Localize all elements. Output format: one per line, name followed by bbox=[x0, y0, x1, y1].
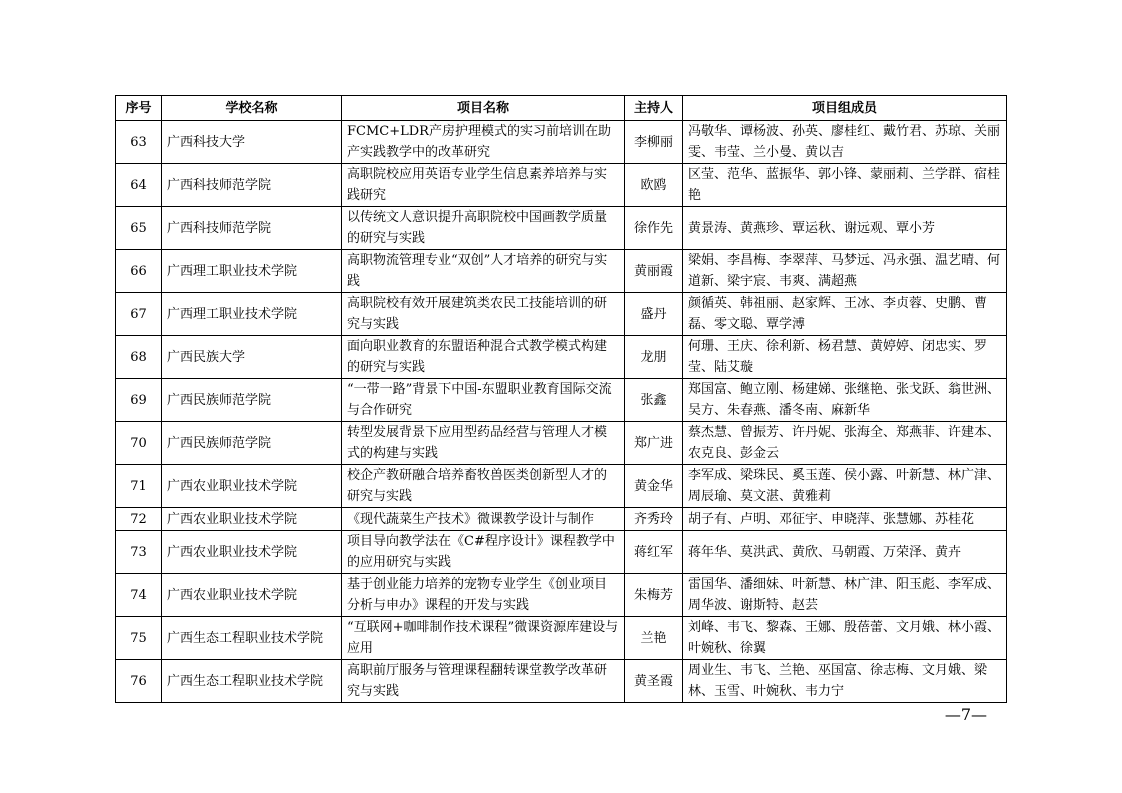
cell-no: 74 bbox=[116, 574, 162, 617]
table-row bbox=[116, 617, 1007, 660]
header-members: 项目组成员 bbox=[683, 96, 1007, 121]
cell-project: 高职物流管理专业“双创”人才培养的研究与实践 bbox=[342, 250, 625, 293]
cell-school: 广西农业职业技术学院 bbox=[162, 508, 342, 531]
cell-project: 高职院校有效开展建筑类农民工技能培训的研究与实践 bbox=[342, 293, 625, 336]
cell-members: 区莹、范华、蓝振华、郭小锋、蒙丽莉、兰学群、宿桂艳 bbox=[683, 164, 1007, 207]
cell-project: 以传统文人意识提升高职院校中国画教学质量的研究与实践 bbox=[342, 207, 625, 250]
cell-members: 蒋年华、莫洪武、黄欣、马朝霞、万荣泽、黄卉 bbox=[683, 531, 1007, 574]
cell-members: 胡子有、卢明、邓征宇、申晓萍、张慧娜、苏桂花 bbox=[683, 508, 1007, 531]
cell-project: “互联网+咖啡制作技术课程”微课资源库建设与应用 bbox=[342, 617, 625, 660]
cell-host: 徐作先 bbox=[625, 207, 683, 250]
cell-members: 雷国华、潘细妹、叶新慧、林广津、阳玉彪、李军成、周华波、谢斯特、赵芸 bbox=[683, 574, 1007, 617]
cell-school: 广西农业职业技术学院 bbox=[162, 531, 342, 574]
cell-host: 黄圣霞 bbox=[625, 660, 683, 703]
table-row bbox=[116, 465, 1007, 508]
cell-project: 校企产教研融合培养畜牧兽医类创新型人才的研究与实践 bbox=[342, 465, 625, 508]
cell-host: 郑广进 bbox=[625, 422, 683, 465]
cell-host: 张鑫 bbox=[625, 379, 683, 422]
cell-school: 广西民族师范学院 bbox=[162, 422, 342, 465]
cell-members: 冯敬华、谭杨波、孙英、廖桂红、戴竹君、苏琼、关丽雯、韦莹、兰小曼、黄以吉 bbox=[683, 121, 1007, 164]
table-row bbox=[116, 336, 1007, 379]
cell-members: 刘峰、韦飞、黎森、王娜、殷蓓蕾、文月娥、林小霞、叶婉秋、徐翼 bbox=[683, 617, 1007, 660]
cell-no: 69 bbox=[116, 379, 162, 422]
cell-host: 朱梅芳 bbox=[625, 574, 683, 617]
cell-host: 龙朋 bbox=[625, 336, 683, 379]
table-row bbox=[116, 207, 1007, 250]
table-row bbox=[116, 293, 1007, 336]
cell-no: 63 bbox=[116, 121, 162, 164]
table-header bbox=[116, 96, 1007, 121]
cell-no: 66 bbox=[116, 250, 162, 293]
cell-members: 黄景涛、黄燕珍、覃运秋、谢远观、覃小芳 bbox=[683, 207, 1007, 250]
cell-school: 广西理工职业技术学院 bbox=[162, 250, 342, 293]
cell-no: 73 bbox=[116, 531, 162, 574]
cell-no: 76 bbox=[116, 660, 162, 703]
cell-project: 高职院校应用英语专业学生信息素养培养与实践研究 bbox=[342, 164, 625, 207]
cell-project: 基于创业能力培养的宠物专业学生《创业项目分析与申办》课程的开发与实践 bbox=[342, 574, 625, 617]
cell-no: 67 bbox=[116, 293, 162, 336]
header-no: 序号 bbox=[116, 96, 162, 121]
cell-host: 黄丽霞 bbox=[625, 250, 683, 293]
cell-project: “一带一路”背景下中国-东盟职业教育国际交流与合作研究 bbox=[342, 379, 625, 422]
cell-no: 71 bbox=[116, 465, 162, 508]
table-row bbox=[116, 121, 1007, 164]
cell-project: 转型发展背景下应用型药品经营与管理人才模式的构建与实践 bbox=[342, 422, 625, 465]
cell-no: 72 bbox=[116, 508, 162, 531]
cell-host: 盛丹 bbox=[625, 293, 683, 336]
cell-school: 广西民族大学 bbox=[162, 336, 342, 379]
table-row bbox=[116, 164, 1007, 207]
page-number: —7— bbox=[944, 705, 987, 724]
table-row bbox=[116, 531, 1007, 574]
cell-members: 何珊、王庆、徐利新、杨君慧、黄婷婷、闭忠实、罗莹、陆艾璇 bbox=[683, 336, 1007, 379]
table-row bbox=[116, 660, 1007, 703]
cell-no: 64 bbox=[116, 164, 162, 207]
table-row bbox=[116, 508, 1007, 531]
cell-members: 郑国富、鲍立刚、杨建娣、张继艳、张戈跃、翁世洲、吴方、朱春燕、潘冬南、麻新华 bbox=[683, 379, 1007, 422]
cell-members: 周业生、韦飞、兰艳、巫国富、徐志梅、文月娥、梁林、玉雪、叶婉秋、韦力宁 bbox=[683, 660, 1007, 703]
cell-host: 欧鸥 bbox=[625, 164, 683, 207]
cell-no: 65 bbox=[116, 207, 162, 250]
cell-project: 项目导向教学法在《C#程序设计》课程教学中的应用研究与实践 bbox=[342, 531, 625, 574]
table-row bbox=[116, 422, 1007, 465]
cell-school: 广西理工职业技术学院 bbox=[162, 293, 342, 336]
cell-host: 李柳丽 bbox=[625, 121, 683, 164]
table-row bbox=[116, 379, 1007, 422]
cell-host: 黄金华 bbox=[625, 465, 683, 508]
projects-table bbox=[115, 95, 1007, 703]
header-host: 主持人 bbox=[625, 96, 683, 121]
cell-project: 《现代蔬菜生产技术》微课教学设计与制作 bbox=[342, 508, 625, 531]
cell-no: 68 bbox=[116, 336, 162, 379]
table-body bbox=[116, 121, 1007, 703]
cell-no: 75 bbox=[116, 617, 162, 660]
cell-school: 广西民族师范学院 bbox=[162, 379, 342, 422]
cell-school: 广西科技大学 bbox=[162, 121, 342, 164]
cell-members: 李军成、梁珠民、奚玉莲、侯小露、叶新慧、林广津、周辰瑜、莫文湛、黄雅莉 bbox=[683, 465, 1007, 508]
cell-no: 70 bbox=[116, 422, 162, 465]
cell-host: 齐秀玲 bbox=[625, 508, 683, 531]
cell-project: 高职前厅服务与管理课程翻转课堂教学改革研究与实践 bbox=[342, 660, 625, 703]
cell-project: 面向职业教育的东盟语种混合式教学模式构建的研究与实践 bbox=[342, 336, 625, 379]
cell-school: 广西科技师范学院 bbox=[162, 164, 342, 207]
cell-project: FCMC+LDR产房护理模式的实习前培训在助产实践教学中的改革研究 bbox=[342, 121, 625, 164]
cell-school: 广西农业职业技术学院 bbox=[162, 574, 342, 617]
header-project: 项目名称 bbox=[342, 96, 625, 121]
header-school: 学校名称 bbox=[162, 96, 342, 121]
cell-school: 广西科技师范学院 bbox=[162, 207, 342, 250]
cell-members: 梁娟、李昌梅、李翠萍、马梦远、冯永强、温艺晴、何道新、梁宇宸、韦爽、满超燕 bbox=[683, 250, 1007, 293]
cell-host: 蒋红军 bbox=[625, 531, 683, 574]
cell-host: 兰艳 bbox=[625, 617, 683, 660]
table-row bbox=[116, 574, 1007, 617]
cell-school: 广西生态工程职业技术学院 bbox=[162, 660, 342, 703]
cell-members: 颜循英、韩祖丽、赵家辉、王冰、李贞蓉、史鹏、曹磊、零文聪、覃学溥 bbox=[683, 293, 1007, 336]
cell-school: 广西农业职业技术学院 bbox=[162, 465, 342, 508]
cell-school: 广西生态工程职业技术学院 bbox=[162, 617, 342, 660]
table-row bbox=[116, 250, 1007, 293]
header-row bbox=[116, 96, 1007, 121]
cell-members: 蔡杰慧、曾振芳、许丹妮、张海全、郑燕菲、许建本、农克良、彭金云 bbox=[683, 422, 1007, 465]
